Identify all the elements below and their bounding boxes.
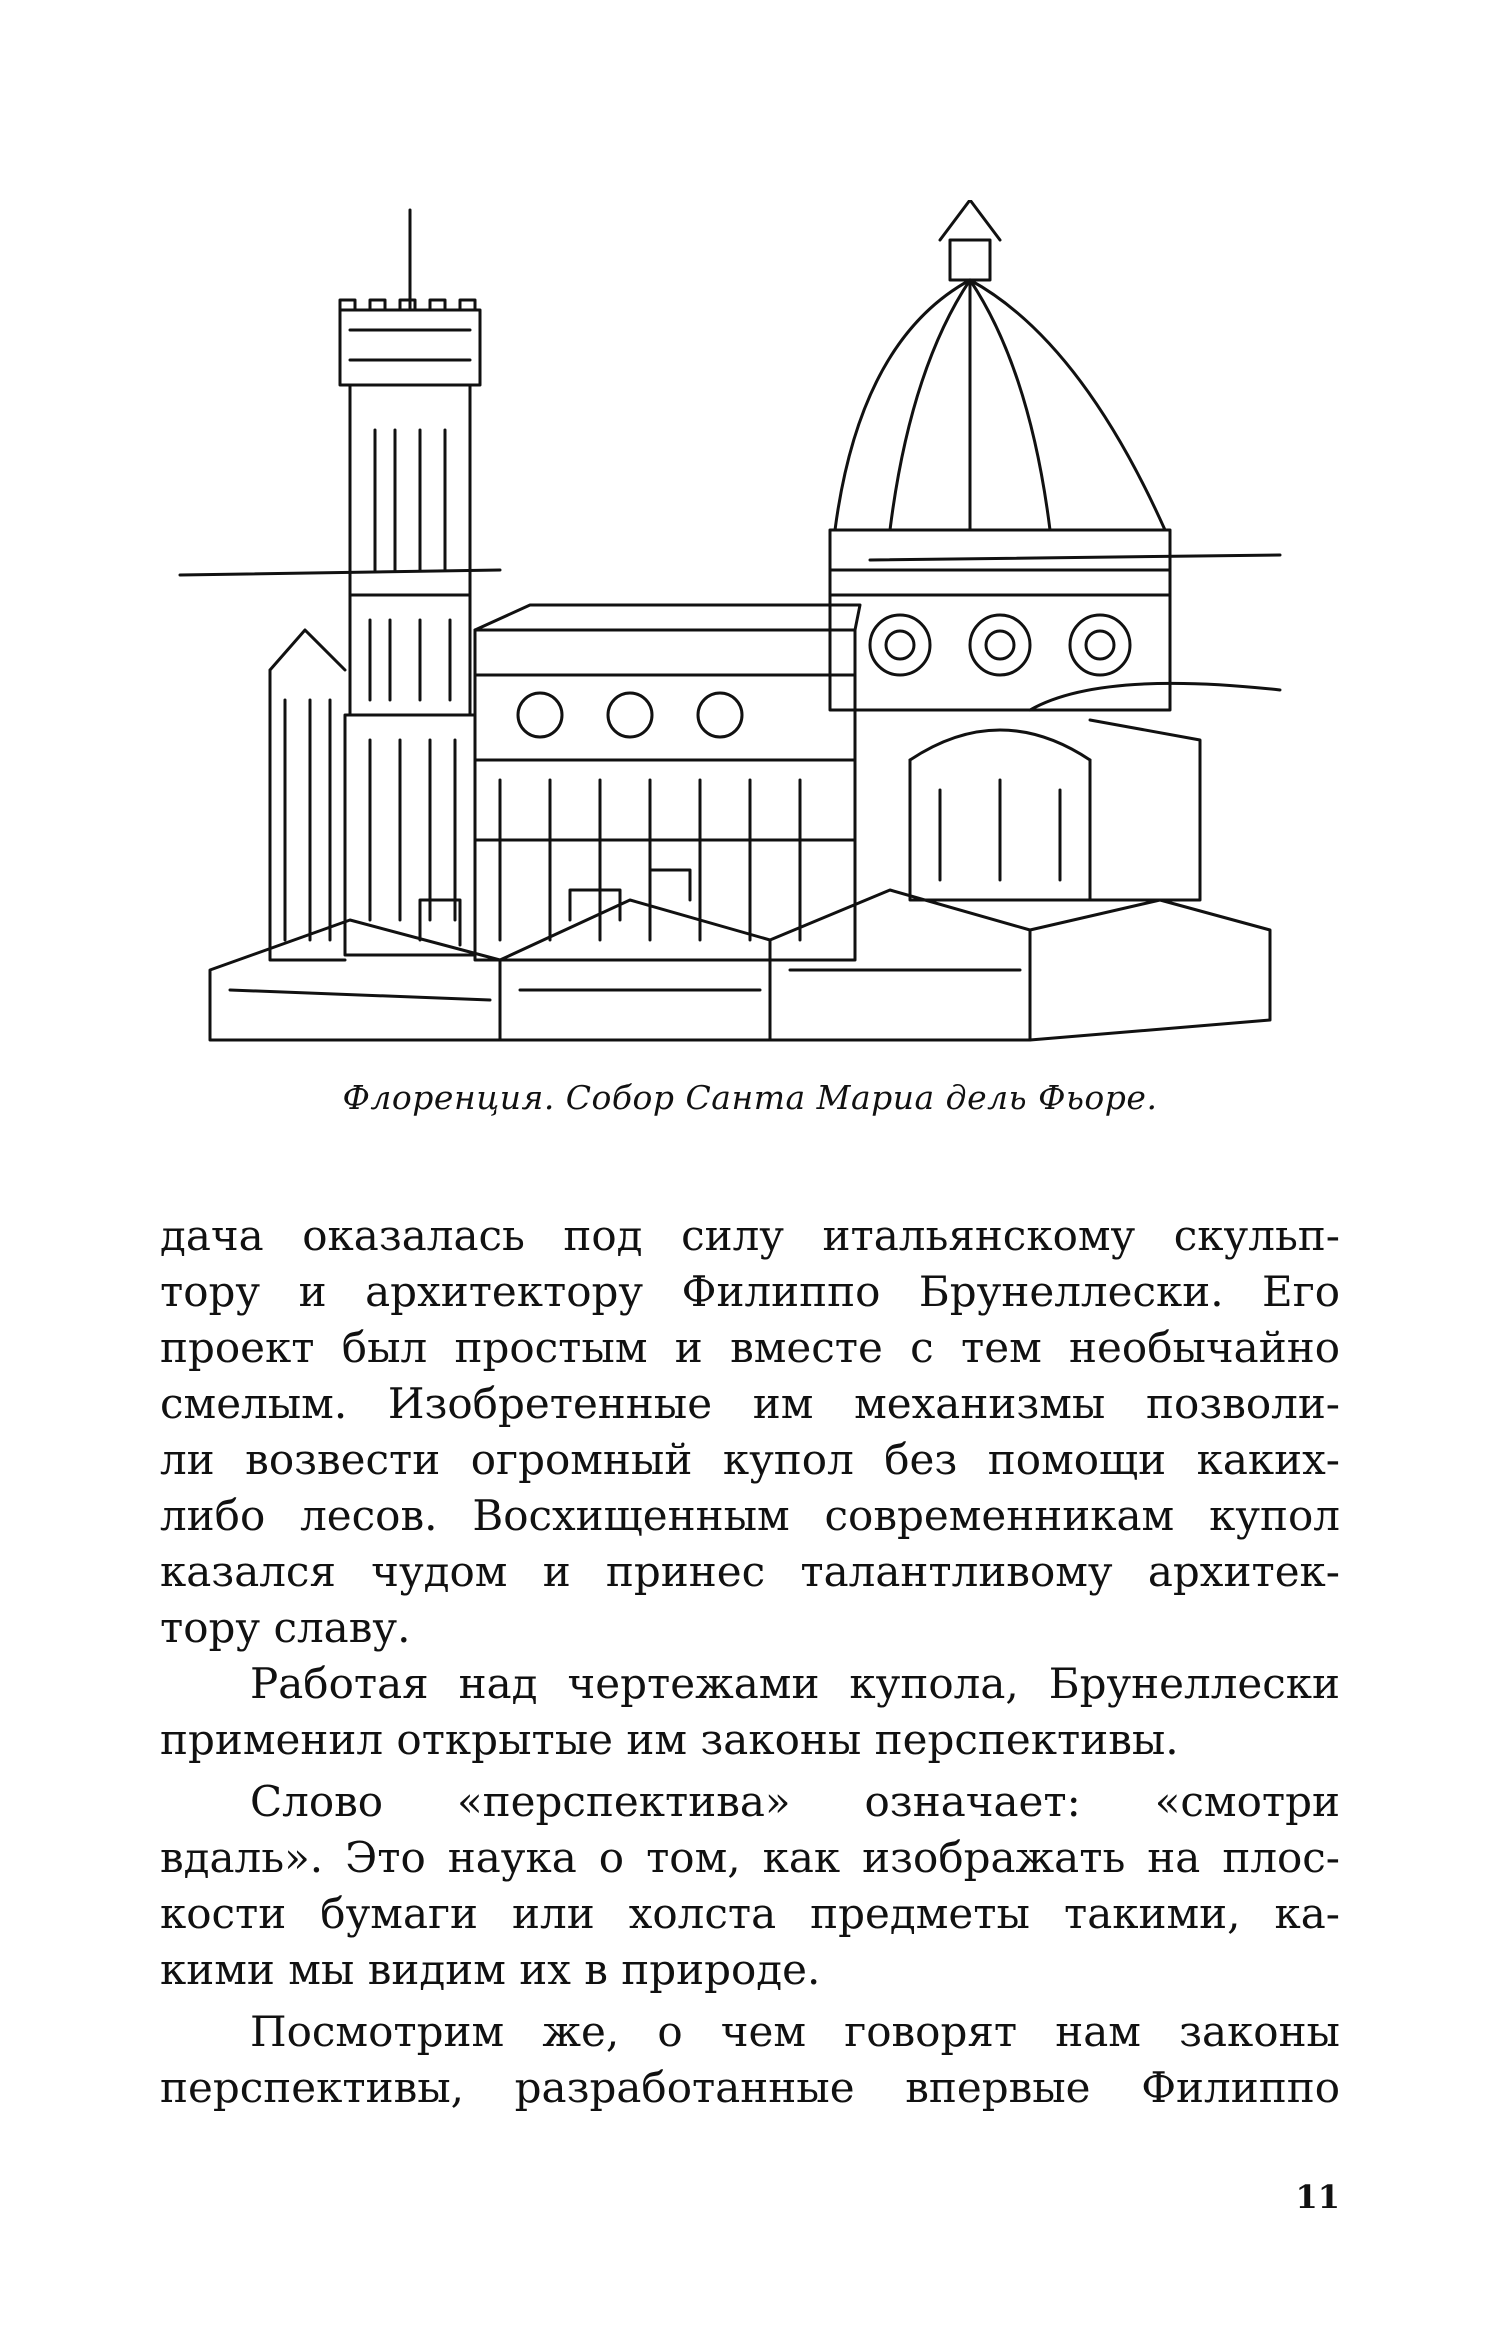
paragraph-2 xyxy=(160,1656,1340,1768)
text-line: применил открытые им законы перспективы. xyxy=(160,1715,1179,1764)
text-line: ли возвести огромный купол без помощи каких- xyxy=(160,1435,1340,1484)
text-line: тору и архитектору Филиппо Брунеллески. Его xyxy=(160,1267,1340,1316)
text-line: казался чудом и принес талантливому архитек- xyxy=(160,1547,1340,1596)
paragraph-1 xyxy=(160,1208,1340,1656)
text-line: смелым. Изобретенные им механизмы позволи- xyxy=(160,1379,1340,1428)
text-line: Слово «перспектива» означает: «смотри xyxy=(250,1777,1340,1826)
cathedral-illustration xyxy=(170,200,1290,1060)
text-line: кости бумаги или холста предметы такими, ка- xyxy=(160,1889,1340,1938)
figure-caption: Флоренция. Собор Санта Мариа дель Фьоре. xyxy=(342,1078,1158,1117)
paragraph-4 xyxy=(160,2004,1340,2116)
text-line: дача оказалась под силу итальянскому скульп- xyxy=(160,1211,1340,1260)
text-line: Посмотрим же, о чем говорят нам законы xyxy=(250,2007,1340,2056)
paragraph-3 xyxy=(160,1774,1340,1998)
page-number: 11 xyxy=(1295,2178,1340,2216)
text-line: кими мы видим их в природе. xyxy=(160,1945,821,1994)
text-line: проект был простым и вместе с тем необычайно xyxy=(160,1323,1340,1372)
text-line: Работая над чертежами купола, Брунеллески xyxy=(250,1659,1340,1708)
text-line: либо лесов. Восхищенным современникам купол xyxy=(160,1491,1340,1540)
text-line: перспективы, разработанные впервые Филиппо xyxy=(160,2063,1340,2112)
text-line: вдаль». Это наука о том, как изображать на плос- xyxy=(160,1833,1340,1882)
text-line: тору славу. xyxy=(160,1603,411,1652)
